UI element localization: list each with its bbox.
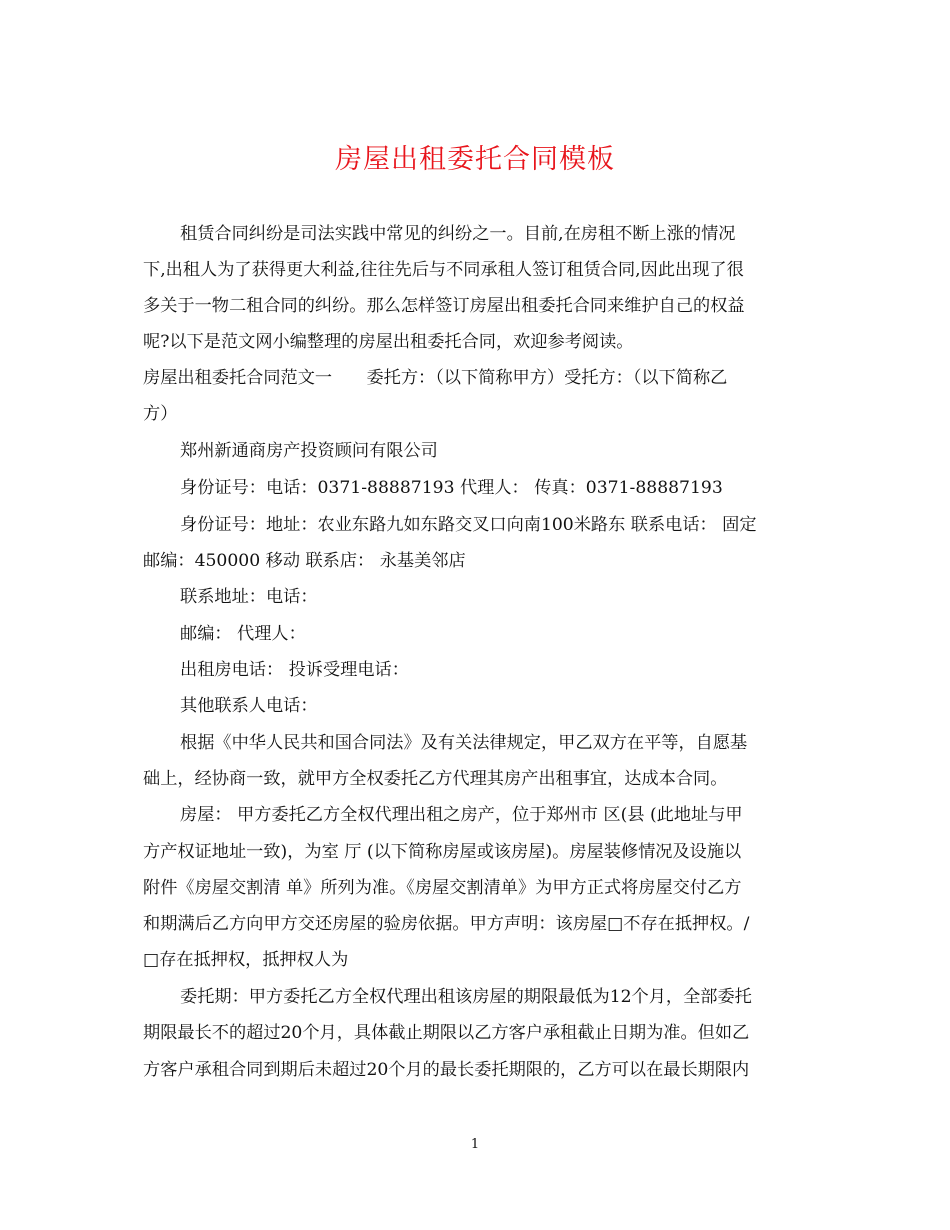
paragraph-line: □存在抵押权，抵押权人为 bbox=[143, 950, 349, 970]
paragraph-line: 和期满后乙方向甲方交还房屋的验房依据。甲方声明：该房屋□不存在抵押权。/ bbox=[143, 914, 750, 934]
company-name-line: 郑州新通商房产投资顾问有限公司 bbox=[180, 441, 438, 461]
page-number: 1 bbox=[470, 1137, 480, 1152]
document-title: 房屋出租委托合同模板 bbox=[335, 144, 615, 175]
paragraph-line: 期限最长不的超过20个月，具体截止期限以乙方客户承租截止日期为准。但如乙 bbox=[143, 1023, 750, 1043]
paragraph-line: 方产权证地址一致)，为室 厅 (以下简称房屋或该房屋)。房屋装修情况及设施以 bbox=[143, 842, 742, 862]
paragraph-line: 多关于一物二租合同的纠纷。那么怎样签订房屋出租委托合同来维护自己的权益 bbox=[143, 296, 745, 316]
paragraph-line: 呢?以下是范文网小编整理的房屋出租委托合同，欢迎参考阅读。 bbox=[143, 332, 634, 352]
rental-phone-line: 出租房电话： 投诉受理电话： bbox=[180, 660, 409, 680]
contact-address-line: 联系地址：电话： bbox=[180, 587, 318, 607]
paragraph-line: 下,出租人为了获得更大利益,往往先后与不同承租人签订租赁合同,因此出现了很 bbox=[143, 260, 744, 280]
paragraph-line: 委托期：甲方委托乙方全权代理出租该房屋的期限最低为12个月，全部委托 bbox=[180, 987, 752, 1007]
paragraph-line: 方） bbox=[143, 404, 178, 424]
contact-line: 身份证号：电话：0371-88887193 代理人： 传真：0371-88887193 bbox=[180, 478, 723, 498]
paragraph-line: 根据《中华人民共和国合同法》及有关法律规定，甲乙双方在平等，自愿基 bbox=[180, 733, 748, 753]
paragraph-line: 附件《房屋交割清 单》所列为准。《房屋交割清单》为甲方正式将房屋交付乙方 bbox=[143, 878, 742, 898]
paragraph-line: 租赁合同纠纷是司法实践中常见的纠纷之一。目前,在房租不断上涨的情况 bbox=[180, 224, 736, 244]
paragraph-line: 房屋： 甲方委托乙方全权代理出租之房产，位于郑州市 区(县 (此地址与甲 bbox=[180, 805, 743, 825]
paragraph-line: 方客户承租合同到期后未超过20个月的最长委托期限的，乙方可以在最长期限内 bbox=[143, 1060, 750, 1080]
postcode-line: 邮编：450000 移动 联系店： 永基美邻店 bbox=[143, 551, 466, 571]
paragraph-line: 础上，经协商一致，就甲方全权委托乙方代理其房产出租事宜，达成本合同。 bbox=[143, 769, 728, 789]
address-line: 身份证号：地址：农业东路九如东路交叉口向南100米路东 联系电话： 固定 bbox=[180, 515, 757, 535]
paragraph-line: 房屋出租委托合同范文一 委托方：（以下简称甲方）受托方：（以下简称乙 bbox=[143, 368, 728, 388]
other-contact-line: 其他联系人电话： bbox=[180, 696, 318, 716]
postcode-agent-line: 邮编： 代理人： bbox=[180, 624, 306, 644]
